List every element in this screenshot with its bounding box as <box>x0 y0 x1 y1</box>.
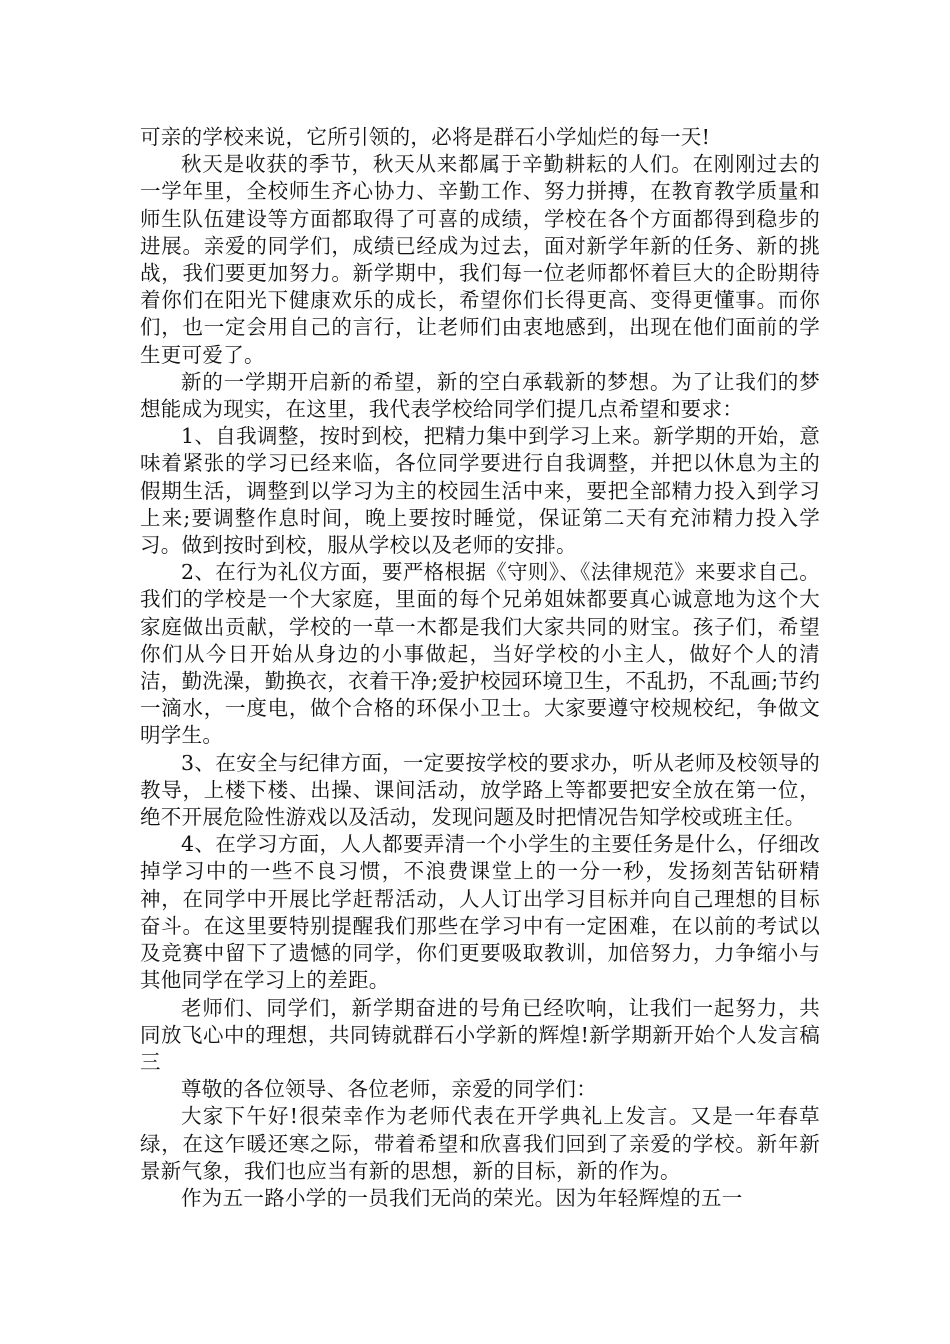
paragraph-6: 3、在安全与纪律方面，一定要按学校的要求办，听从老师及校领导的教导，上楼下楼、出操、课间活动，放学路上等都要把安全放在第一位，绝不开展危险性游戏以及活动，发现问题及时把情况告知学校或班主任。 <box>140 750 820 830</box>
paragraph-8: 老师们、同学们，新学期奋进的号角已经吹响，让我们一起努力，共同放飞心中的理想，共同铸就群石小学新的辉煌!新学期新开始个人发言稿三 <box>140 995 820 1074</box>
paragraph-2: 秋天是收获的季节，秋天从来都属于辛勤耕耘的人们。在刚刚过去的一学年里，全校师生齐心协力、辛勤工作、努力拼搏，在教育教学质量和师生队伍建设等方面都取得了可喜的成绩，学校在各个方面都得到稳步的进展。亲爱的同学们，成绩已经成为过去，面对新学年新的任务、新的挑战，我们要更加努力。新学期中，我们每一位老师都怀着巨大的企盼期待着你们在阳光下健康欢乐的成长，希望你们长得更高、变得更懂事。而你们，也一定会用自己的言行，让老师们由衷地感到，出现在他们面前的学生更可爱了。 <box>140 152 820 367</box>
paragraph-1: 可亲的学校来说，它所引领的，必将是群石小学灿烂的每一天! <box>140 125 711 149</box>
paragraph-10: 大家下午好!很荣幸作为老师代表在开学典礼上发言。又是一年春草绿，在这乍暖还寒之际，带着希望和欣喜我们回到了亲爱的学校。新年新景新气象，我们也应当有新的思想，新的目标，新的作为。 <box>140 1104 820 1183</box>
paragraph-4: 1、自我调整，按时到校，把精力集中到学习上来。新学期的开始，意味着紧张的学习已经来临，各位同学要进行自我调整，并把以休息为主的假期生活，调整到以学习为主的校园生活中来，要把全部精力投入到学习上来;要调整作息时间，晚上要按时睡觉，保证第二天有充沛精力投入学习。做到按时到校，服从学校以及老师的安排。 <box>140 424 820 558</box>
paragraph-7: 4、在学习方面，人人都要弄清一个小学生的主要任务是什么，仔细改掉学习中的一些不良习惯，不浪费课堂上的一分一秒，发扬刻苦钻研精神，在同学中开展比学赶帮活动，人人订出学习目标并向自己理想的目标奋斗。在这里要特别提醒我们那些在学习中有一定困难，在以前的考试以及竞赛中留下了遗憾的同学，你们更要吸取教训，加倍努力，力争缩小与其他同学在学习上的差距。 <box>140 832 820 993</box>
paragraph-11: 作为五一路小学的一员我们无尚的荣光。因为年轻辉煌的五一 <box>181 1185 743 1210</box>
paragraph-3: 新的一学期开启新的希望，新的空白承载新的梦想。为了让我们的梦想能成为现实，在这里，我代表学校给同学们提几点希望和要求： <box>140 369 820 422</box>
paragraph-9: 尊敬的各位领导、各位老师，亲爱的同学们： <box>181 1077 597 1102</box>
paragraph-5: 2、在行为礼仪方面，要严格根据《守则》、《法律规范》来要求自己。我们的学校是一个大家庭，里面的每个兄弟姐妹都要真心诚意地为这个大家庭做出贡献，学校的一草一木都是我们大家共同的财宝。孩子们，希望你们从今日开始从身边的小事做起，当好学校的小主人，做好个人的清洁，勤洗澡，勤换衣，衣着干净;爱护校园环境卫生，不乱扔，不乱画;节约一滴水，一度电，做个合格的环保小卫士。大家要遵守校规校纪，争做文明学生。 <box>140 560 821 748</box>
document-body <box>140 124 820 1212</box>
